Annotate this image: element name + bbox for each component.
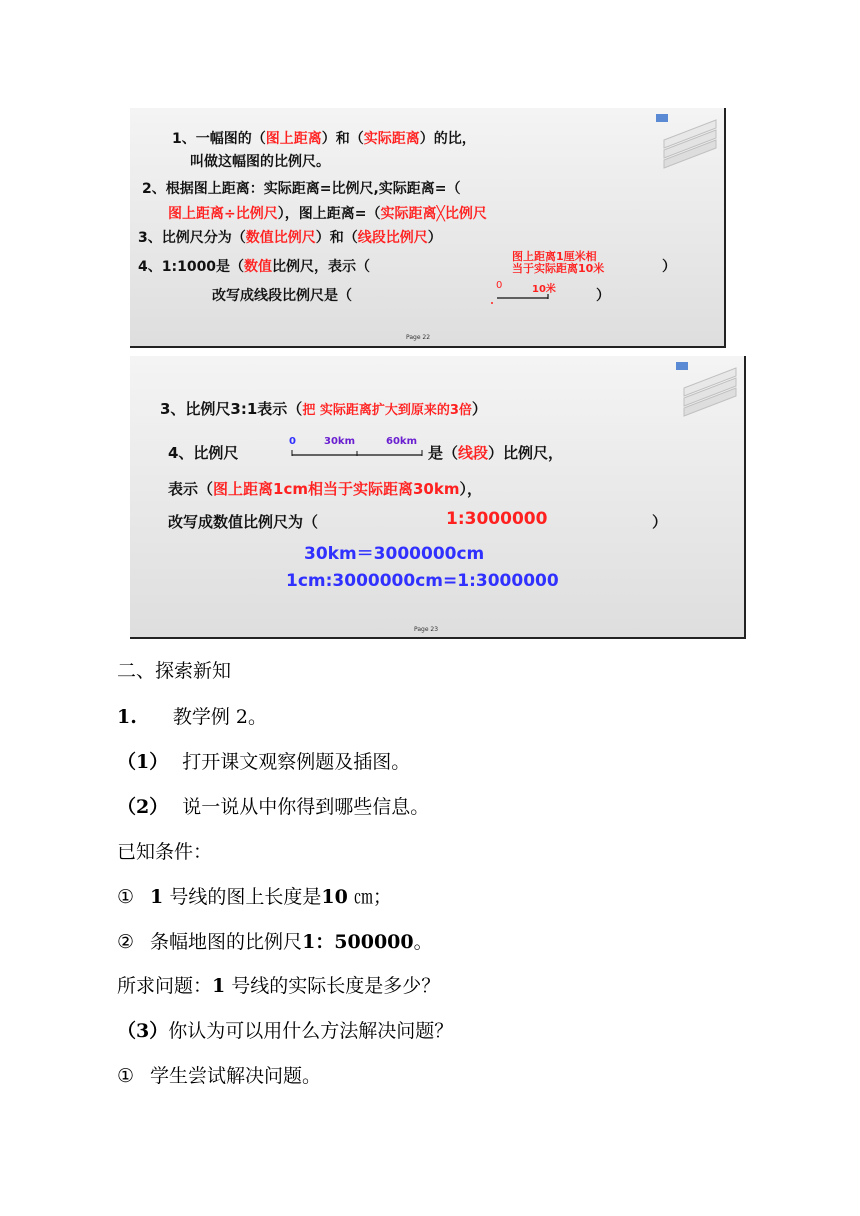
s2-line-4-pre: 4、比例尺 [168, 444, 239, 462]
known-label: 已知条件： [117, 841, 213, 863]
s1-line-2: 2、根据图上距离：实际距离=比例尺,实际距离=（ [142, 181, 461, 197]
slide-page-23 [130, 356, 746, 639]
s2-line-6-answer: 1:3000000 [446, 509, 548, 529]
question: 所求问题：1 号线的实际长度是多少？ [117, 975, 441, 997]
s1-line-1: 1、一幅图的（图上距离）和（实际距离）的比， [172, 131, 476, 147]
s1-line-3: 3、比例尺分为（数值比例尺）和（线段比例尺） [138, 230, 442, 246]
s1-page-number: Page 22 [406, 334, 431, 341]
s2-calc-2: 1cm:3000000cm=1:3000000 [286, 571, 559, 591]
s2-line-6: 改写成数值比例尺为（ [168, 513, 319, 531]
s2-scale-30km: 30km [324, 436, 355, 447]
staircase-icon [654, 110, 718, 172]
s2-page-number: Page 23 [414, 626, 439, 633]
s1-line-2b: 图上距离÷比例尺），图上距离=（实际距离╳比例尺 [168, 206, 487, 222]
s2-scale-0: 0 [289, 436, 296, 447]
step-1: 1. 教学例 2。 [117, 706, 267, 728]
item-3: （3）你认为可以用什么方法解决问题？ [117, 1020, 454, 1042]
s1-scale-10m: 10米 [532, 284, 556, 295]
item-1: （1） 打开课文观察例题及插图。 [117, 751, 411, 773]
s1-line-4-answer: 图上距离1厘米相 当于实际距离10米 [512, 250, 605, 275]
s2-scale-60km: 60km [386, 436, 417, 447]
s2-line-6-close: ） [652, 513, 668, 531]
s2-line-5: 表示（图上距离1cm相当于实际距离30km）， [168, 480, 482, 498]
staircase-icon [674, 358, 738, 420]
s1-line-5: 改写成线段比例尺是（ [212, 288, 352, 304]
s2-line-scale-bar [288, 448, 428, 460]
s2-line-3: 3、比例尺3:1表示（把 实际距离扩大到原来的3倍） [160, 400, 487, 418]
section-heading: 二、探索新知 [117, 660, 232, 682]
slide-page-22 [130, 108, 726, 348]
s1-line-4: 4、1:1000是（数值比例尺，表示（ [138, 259, 371, 275]
item-2: （2） 说一说从中你得到哪些信息。 [117, 796, 430, 818]
condition-2: ② 条幅地图的比例尺1：500000。 [117, 931, 433, 953]
s1-line-5-close: ） [596, 288, 610, 304]
step-student-try: ① 学生尝试解决问题。 [117, 1065, 322, 1087]
s2-line-4: 是（线段）比例尺， [428, 444, 564, 462]
s1-scale-0: 0 [496, 280, 503, 291]
s1-line-scale-bar [490, 292, 560, 306]
condition-1: ① 1 号线的图上长度是10 ㎝； [117, 886, 392, 908]
s1-line-4-close: ） [662, 259, 676, 275]
s1-line-1b: 叫做这幅图的比例尺。 [190, 154, 330, 170]
s2-calc-1: 30km＝3000000cm [304, 544, 485, 564]
